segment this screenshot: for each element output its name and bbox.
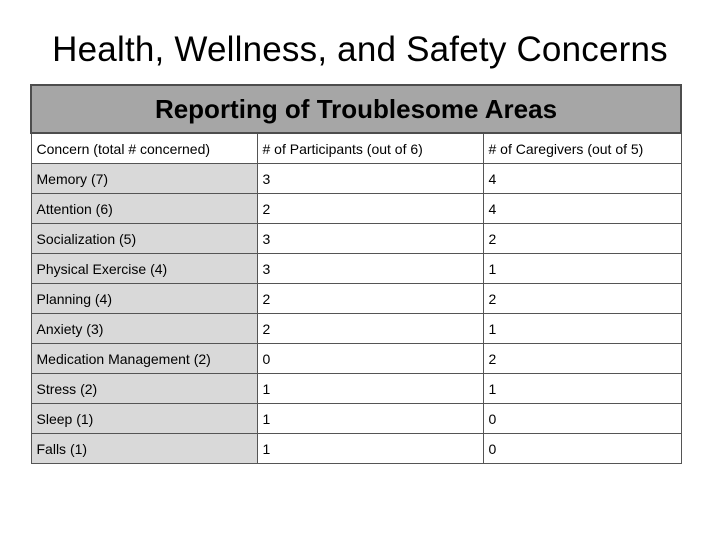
table-row	[31, 374, 681, 404]
column-header-caregivers: # of Caregivers (out of 5)	[483, 133, 681, 164]
table-row	[31, 164, 681, 194]
column-header-concern: Concern (total # concerned)	[31, 133, 257, 164]
caregivers-cell: 2	[483, 284, 681, 314]
participants-cell: 2	[257, 194, 483, 224]
caregivers-cell: 4	[483, 164, 681, 194]
participants-cell: 1	[257, 434, 483, 464]
participants-cell: 1	[257, 374, 483, 404]
concern-cell: Anxiety (3)	[31, 314, 257, 344]
participants-cell: 3	[257, 224, 483, 254]
table-header-row	[31, 133, 681, 164]
concern-cell: Falls (1)	[31, 434, 257, 464]
table-row	[31, 344, 681, 374]
table-row	[31, 284, 681, 314]
concern-cell: Sleep (1)	[31, 404, 257, 434]
table-caption-row	[31, 85, 681, 133]
concern-cell: Medication Management (2)	[31, 344, 257, 374]
table-row	[31, 434, 681, 464]
table-caption: Reporting of Troublesome Areas	[31, 85, 681, 133]
caregivers-cell: 0	[483, 434, 681, 464]
table-row	[31, 224, 681, 254]
caregivers-cell: 1	[483, 254, 681, 284]
table-row	[31, 194, 681, 224]
table-row	[31, 404, 681, 434]
participants-cell: 3	[257, 254, 483, 284]
participants-cell: 0	[257, 344, 483, 374]
table-row	[31, 314, 681, 344]
concern-cell: Stress (2)	[31, 374, 257, 404]
caregivers-cell: 1	[483, 374, 681, 404]
caregivers-cell: 0	[483, 404, 681, 434]
participants-cell: 2	[257, 284, 483, 314]
table-body	[31, 164, 681, 464]
table-row	[31, 254, 681, 284]
caregivers-cell: 2	[483, 344, 681, 374]
concern-cell: Physical Exercise (4)	[31, 254, 257, 284]
participants-cell: 2	[257, 314, 483, 344]
column-header-participants: # of Participants (out of 6)	[257, 133, 483, 164]
page-title: Health, Wellness, and Safety Concerns	[52, 30, 668, 69]
caregivers-cell: 4	[483, 194, 681, 224]
concern-cell: Memory (7)	[31, 164, 257, 194]
caregivers-cell: 1	[483, 314, 681, 344]
caregivers-cell: 2	[483, 224, 681, 254]
concern-cell: Socialization (5)	[31, 224, 257, 254]
concern-cell: Planning (4)	[31, 284, 257, 314]
participants-cell: 3	[257, 164, 483, 194]
troublesome-areas-table	[30, 84, 682, 464]
participants-cell: 1	[257, 404, 483, 434]
concern-cell: Attention (6)	[31, 194, 257, 224]
